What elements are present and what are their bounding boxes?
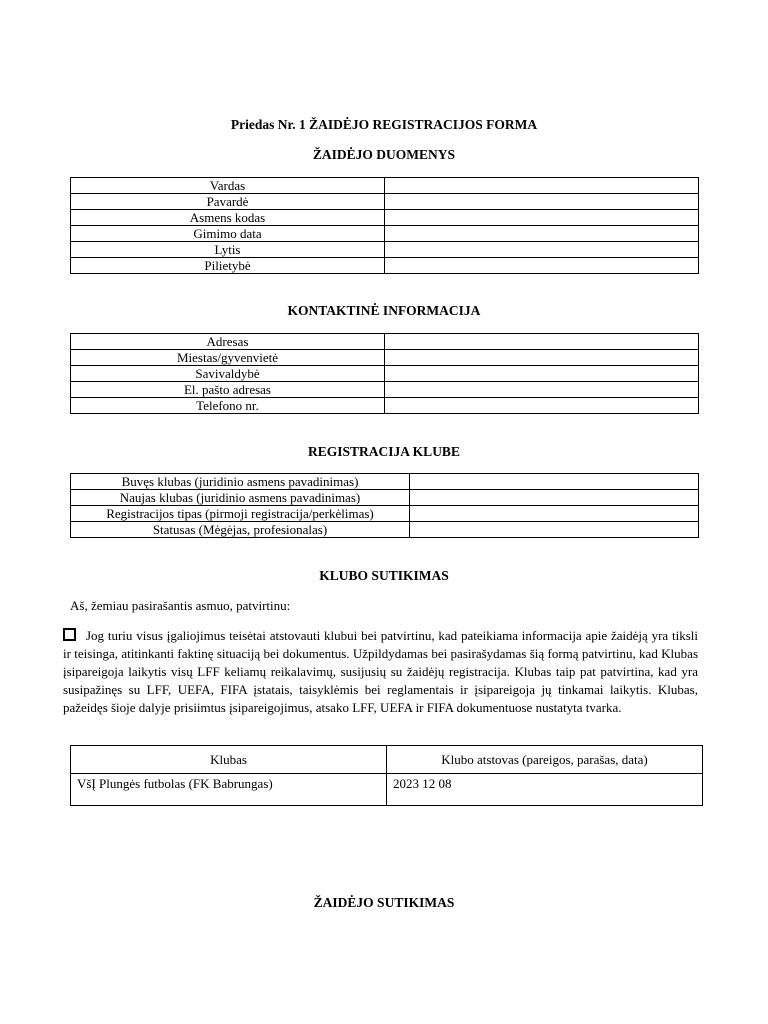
consent-statement-block [63,627,698,717]
contact-section-title: KONTAKTINĖ INFORMACIJA [287,303,481,318]
row-label: Lytis [71,242,385,258]
consent-intro: Aš, žemiau pasirašantis asmuo, patvirtinu: [70,598,291,613]
table-row [71,178,699,194]
registration-type-field[interactable] [410,506,699,522]
consent-checkbox[interactable] [63,628,76,641]
row-label: Naujas klubas (juridinio asmens pavadinimas) [71,490,410,506]
new-club-field[interactable] [410,490,699,506]
consent-statement: Jog turiu visus įgaliojimus teisėtai atstovauti klubui bei patvirtinu, kad pateikiama informacija apie žaidėją yra tiksli ir teisinga, atitinkanti faktinę situaciją bei dokumentus. Užpildydamas bei pasirašydamas šią formą patvirtinu, kad Klubas įsipareigoja laikytis visų LFF keliamų reikalavimų, susijusių su žaidėjų registracija. Klubas taip pat patvirtina, kad yra susipažinęs su LFF, UEFA, FIFA įstatais, taisyklėmis bei reglamentais ir įsipareigoja jų tinkamai laikytis. Klubas, pažeidęs šioje dalyje prisiimtus įsipareigojimus, atsako LFF, UEFA ir FIFA dokumentuose nustatyta tvarka. [63,628,698,715]
row-label: Gimimo data [71,226,385,242]
form-title: Priedas Nr. 1 ŽAIDĖJO REGISTRACIJOS FORMA [230,117,538,132]
previous-club-field[interactable] [410,474,699,490]
gender-field[interactable] [385,242,699,258]
row-label: Pavardė [71,194,385,210]
municipality-field[interactable] [385,366,699,382]
row-label: El. pašto adresas [71,382,385,398]
row-label: Miestas/gyvenvietė [71,350,385,366]
personal-code-field[interactable] [385,210,699,226]
row-label: Buvęs klubas (juridinio asmens pavadinimas) [71,474,410,490]
table-row [71,210,699,226]
row-label: Asmens kodas [71,210,385,226]
table-row [71,474,699,490]
table-row [71,382,699,398]
row-label: Registracijos tipas (pirmoji registracija/perkėlimas) [71,506,410,522]
table-row [71,506,699,522]
club-signature-table [70,745,703,806]
representative-column-header: Klubo atstovas (pareigos, parašas, data) [387,746,703,774]
row-label: Adresas [71,334,385,350]
row-label: Vardas [71,178,385,194]
surname-field[interactable] [385,194,699,210]
club-column-header: Klubas [71,746,387,774]
status-field[interactable] [410,522,699,538]
table-row [71,226,699,242]
citizenship-field[interactable] [385,258,699,274]
club-registration-table [70,473,699,538]
table-header-row [71,746,703,774]
player-data-table [70,177,699,274]
row-label: Savivaldybė [71,366,385,382]
row-label: Telefono nr. [71,398,385,414]
row-label: Statusas (Mėgėjas, profesionalas) [71,522,410,538]
birth-date-field[interactable] [385,226,699,242]
row-label: Pilietybė [71,258,385,274]
table-row [71,334,699,350]
table-row [71,366,699,382]
club-section-title: REGISTRACIJA KLUBE [308,444,460,459]
table-row [71,490,699,506]
club-consent-title: KLUBO SUTIKIMAS [319,568,449,583]
player-section-title: ŽAIDĖJO DUOMENYS [312,147,456,162]
address-field[interactable] [385,334,699,350]
representative-field[interactable]: 2023 12 08 [387,774,703,806]
table-row [71,350,699,366]
email-field[interactable] [385,382,699,398]
table-row [71,774,703,806]
player-consent-title: ŽAIDĖJO SUTIKIMAS [313,895,455,910]
table-row [71,258,699,274]
name-field[interactable] [385,178,699,194]
club-name-field[interactable]: VšĮ Plungės futbolas (FK Babrungas) [71,774,387,806]
table-row [71,398,699,414]
table-row [71,194,699,210]
table-row [71,522,699,538]
phone-field[interactable] [385,398,699,414]
contact-info-table [70,333,699,414]
table-row [71,242,699,258]
city-field[interactable] [385,350,699,366]
